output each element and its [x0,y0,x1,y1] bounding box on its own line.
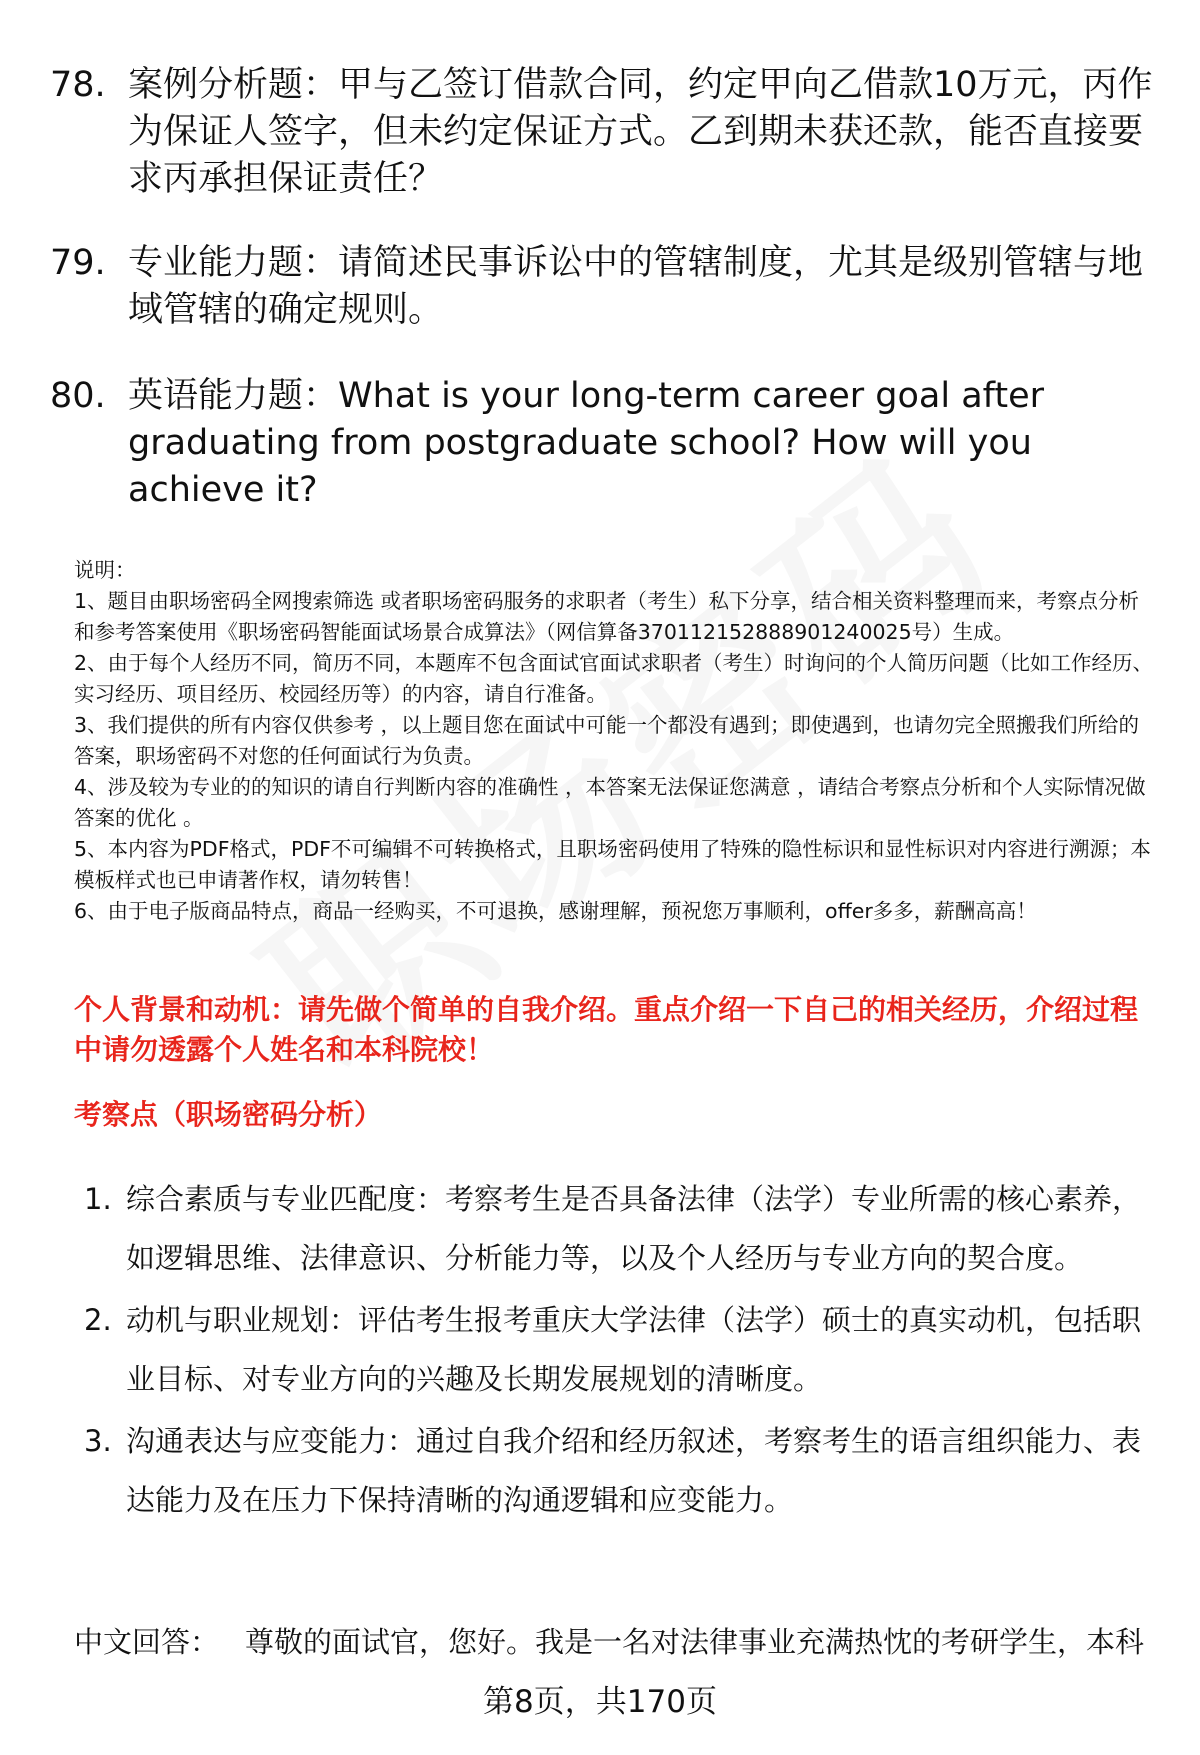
note-item: 1、题目由职场密码全网搜索筛选 或者职场密码服务的求职者（考生）私下分享，结合相关资料整理而来，考察点分析和参考答案使用《职场密码智能面试场景合成算法》（网信算备370112152888901240025号）生成。 [74,589,1140,644]
note-item: 3、我们提供的所有内容仅供参考 ，以上题目您在面试中可能一个都没有遇到；即使遇到，也请勿完全照搬我们所给的答案，职场密码不对您的任何面试行为负责。 [74,713,1140,768]
points-heading: 考察点（职场密码分析） [74,1098,383,1131]
question-78 [50,62,1160,203]
list-item-number: 2. [84,1303,112,1337]
answer-line [74,1622,1164,1662]
question-text: 案例分析题：甲与乙签订借款合同，约定甲向乙借款10万元，丙作为保证人签字，但未约定保证方式。乙到期未获还款，能否直接要求丙承担保证责任？ [128,65,1153,199]
list-item-text: 沟通表达与应变能力：通过自我介绍和经历叙述，考察考生的语言组织能力、表达能力及在压力下保持清晰的沟通逻辑和应变能力。 [126,1424,1142,1517]
question-text: 英语能力题：What is your long-term career goal after graduating from postgraduate school? How will you achieve it? [128,376,1045,510]
list-item [74,1170,1159,1288]
list-item-text: 动机与职业规划：评估考生报考重庆大学法律（法学）硕士的真实动机，包括职业目标、对专业方向的兴趣及长期发展规划的清晰度。 [126,1303,1142,1396]
page-number: 第8页，共170页 [483,1684,717,1720]
list-item-text: 综合素质与专业匹配度：考察考生是否具备法律（法学）专业所需的核心素养，如逻辑思维、法律意识、分析能力等，以及个人经历与专业方向的契合度。 [126,1182,1142,1275]
note-item: 6、由于电子版商品特点，商品一经购买，不可退换，感谢理解，预祝您万事顺利，offer多多，薪酬高高！ [74,899,1037,923]
list-item-number: 1. [84,1182,112,1216]
answer-label: 中文回答： [74,1625,220,1659]
list-item [74,1291,1159,1409]
note-item: 4、涉及较为专业的的知识的请自行判断内容的准确性 ，本答案无法保证您满意 ，请结合考察点分析和个人实际情况做答案的优化 。 [74,775,1146,830]
list-item-number: 3. [84,1424,112,1458]
section-heading: 个人背景和动机：请先做个简单的自我介绍。重点介绍一下自己的相关经历，介绍过程中请勿透露个人姓名和本科院校！ [74,993,1139,1066]
question-80 [50,373,1160,514]
question-number: 79. [50,243,106,283]
notes-section [74,555,1159,927]
list-item [74,1412,1159,1530]
note-item: 2、由于每个人经历不同，简历不同，本题库不包含面试官面试求职者（考生）时询问的个人简历问题（比如工作经历、实习经历、项目经历、校园经历等）的内容，请自行准备。 [74,651,1154,706]
notes-title: 说明： [74,558,136,582]
note-item: 5、本内容为PDF格式，PDF不可编辑不可转换格式，且职场密码使用了特殊的隐性标识和显性标识对内容进行溯源；本模板样式也已申请著作权，请勿转售！ [74,837,1151,892]
points-list [74,1170,1159,1533]
question-number: 78. [50,65,106,105]
question-79 [50,240,1160,334]
question-text: 专业能力题：请简述民事诉讼中的管辖制度，尤其是级别管辖与地域管辖的确定规则。 [128,243,1144,330]
question-number: 80. [50,376,106,416]
answer-text: 尊敬的面试官，您好。我是一名对法律事业充满热忱的考研学生，本科 [245,1625,1145,1659]
